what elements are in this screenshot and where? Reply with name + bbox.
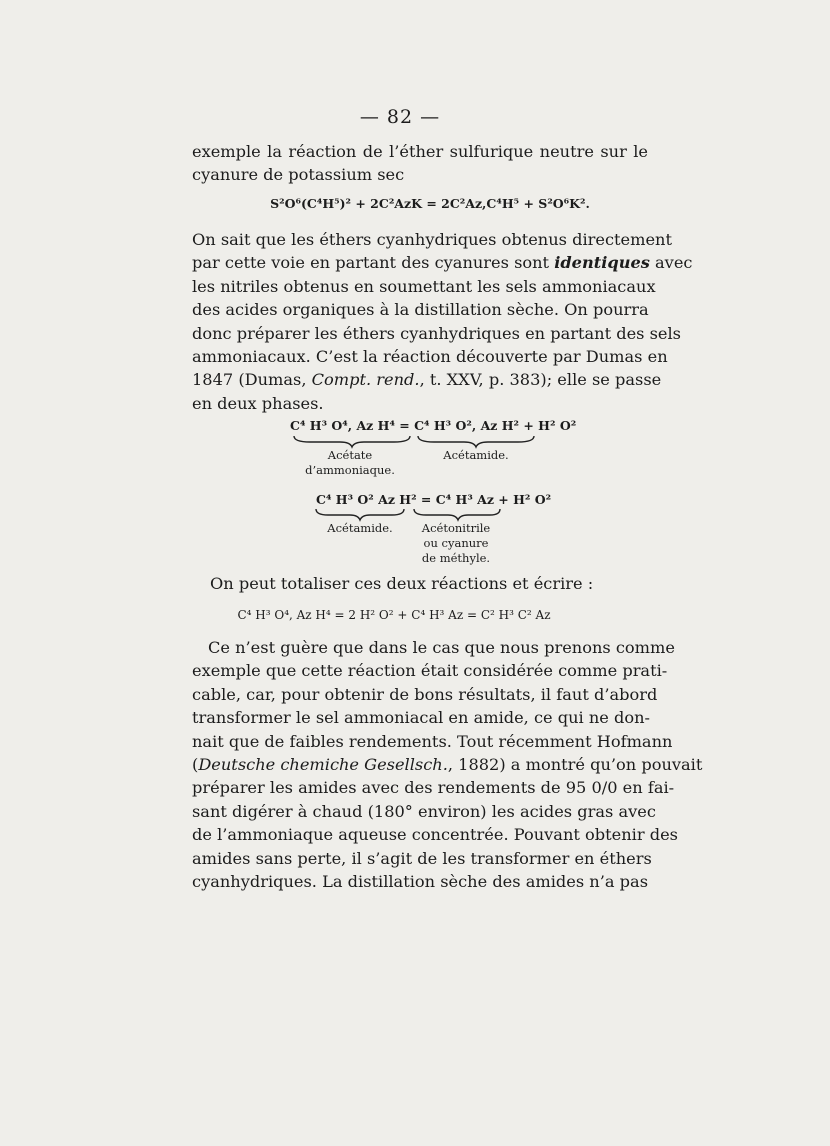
brace-left [316, 509, 404, 520]
text-line: amides sans perte, il s’agit de les transformer en éthers [192, 848, 652, 868]
reaction-2-label-right [404, 521, 508, 566]
text-line: les nitriles obtenus en soumettant les sels ammoniacaux [192, 276, 656, 296]
brace-right [414, 509, 500, 520]
paragraph-1 [192, 140, 648, 187]
paragraph-4 [192, 636, 703, 893]
reaction-1-label-right: Acétamide. [443, 448, 509, 462]
text-line [192, 251, 693, 274]
label-line: d’ammoniaque. [305, 463, 395, 477]
text-fragment: ( [192, 755, 199, 775]
equation-sulfuric-ether: S²O⁶(C⁴H⁵)² + 2C²AzK = 2C²Az,C⁴H⁵ + S²O⁶K². [270, 196, 590, 211]
text-line: préparer les amides avec des rendements de 95 0/0 en fai- [192, 778, 675, 798]
text-line: On sait que les éthers cyanhydriques obtenus directement [192, 230, 672, 249]
text-line: des acides organiques à la distillation sèche. On pourra [192, 300, 649, 320]
text-line: cyanure de potassium sec [192, 165, 405, 185]
text-line: nait que de faibles rendements. Tout récemment Hofmann [192, 731, 673, 751]
reaction-2-label-left: Acétamide. [327, 521, 393, 535]
brace-right [418, 436, 534, 447]
text-line [192, 753, 703, 776]
citation-title: Compt. rend. [311, 370, 420, 390]
text-line: transformer le sel ammoniacal en amide, ce qui ne don- [192, 708, 651, 728]
text-line: cyanhydriques. La distillation sèche des amides n’a pas [192, 872, 648, 892]
reaction-1-label-left [296, 448, 404, 478]
label-line: Acétonitrile [421, 521, 491, 535]
text-line: sant digérer à chaud (180° environ) les acides gras avec [192, 801, 656, 821]
text-fragment: avec [649, 253, 693, 273]
text-line: cable, car, pour obtenir de bons résultats, il faut d’abord [192, 684, 658, 704]
emphasis-identiques: identiques [554, 253, 650, 273]
text-fragment: , 1882) a montré qu’on pouvait [447, 755, 703, 775]
reaction-1-braces [292, 434, 544, 448]
label-line: ou cyanure [423, 536, 489, 550]
text-line: exemple la réaction de l’éther sulfurique neutre sur le [192, 142, 648, 161]
text-fragment: , t. XXV, p. 383); elle se passe [419, 370, 662, 390]
citation-title: Deutsche chemiche Gesellsch. [198, 755, 448, 775]
text-fragment: 1847 (Dumas, [192, 370, 312, 390]
label-line: de méthyle. [421, 551, 491, 565]
reaction-2-equation: C⁴ H³ O² Az H² = C⁴ H³ Az + H² O² [316, 492, 552, 507]
text-line: ammoniacaux. C’est la réaction découverte par Dumas en [192, 347, 668, 367]
label-line: Acétate [327, 448, 373, 462]
text-line: donc préparer les éthers cyanhydriques en partant des sels [192, 323, 681, 343]
text-line: exemple que cette réaction était considérée comme prati- [192, 661, 668, 681]
text-line: de l’ammoniaque aqueuse concentrée. Pouvant obtenir des [192, 825, 678, 845]
page-number: — 82 — [359, 106, 441, 128]
equation-total: C⁴ H³ O⁴, Az H⁴ = 2 H² O² + C⁴ H³ Az = C² H³ C² Az [237, 608, 551, 622]
text-line: Ce n’est guère que dans le cas que nous prenons comme [208, 638, 675, 657]
text-fragment: par cette voie en partant des cyanures sont [192, 253, 555, 273]
reaction-1-equation: C⁴ H³ O⁴, Az H⁴ = C⁴ H³ O², Az H² + H² O² [290, 418, 577, 433]
paragraph-3: On peut totaliser ces deux réactions et écrire : [210, 574, 594, 593]
text-line: en deux phases. [192, 393, 324, 413]
reaction-2-braces [314, 507, 504, 521]
brace-left [294, 436, 410, 447]
text-line [192, 368, 662, 391]
paragraph-2 [192, 228, 693, 415]
